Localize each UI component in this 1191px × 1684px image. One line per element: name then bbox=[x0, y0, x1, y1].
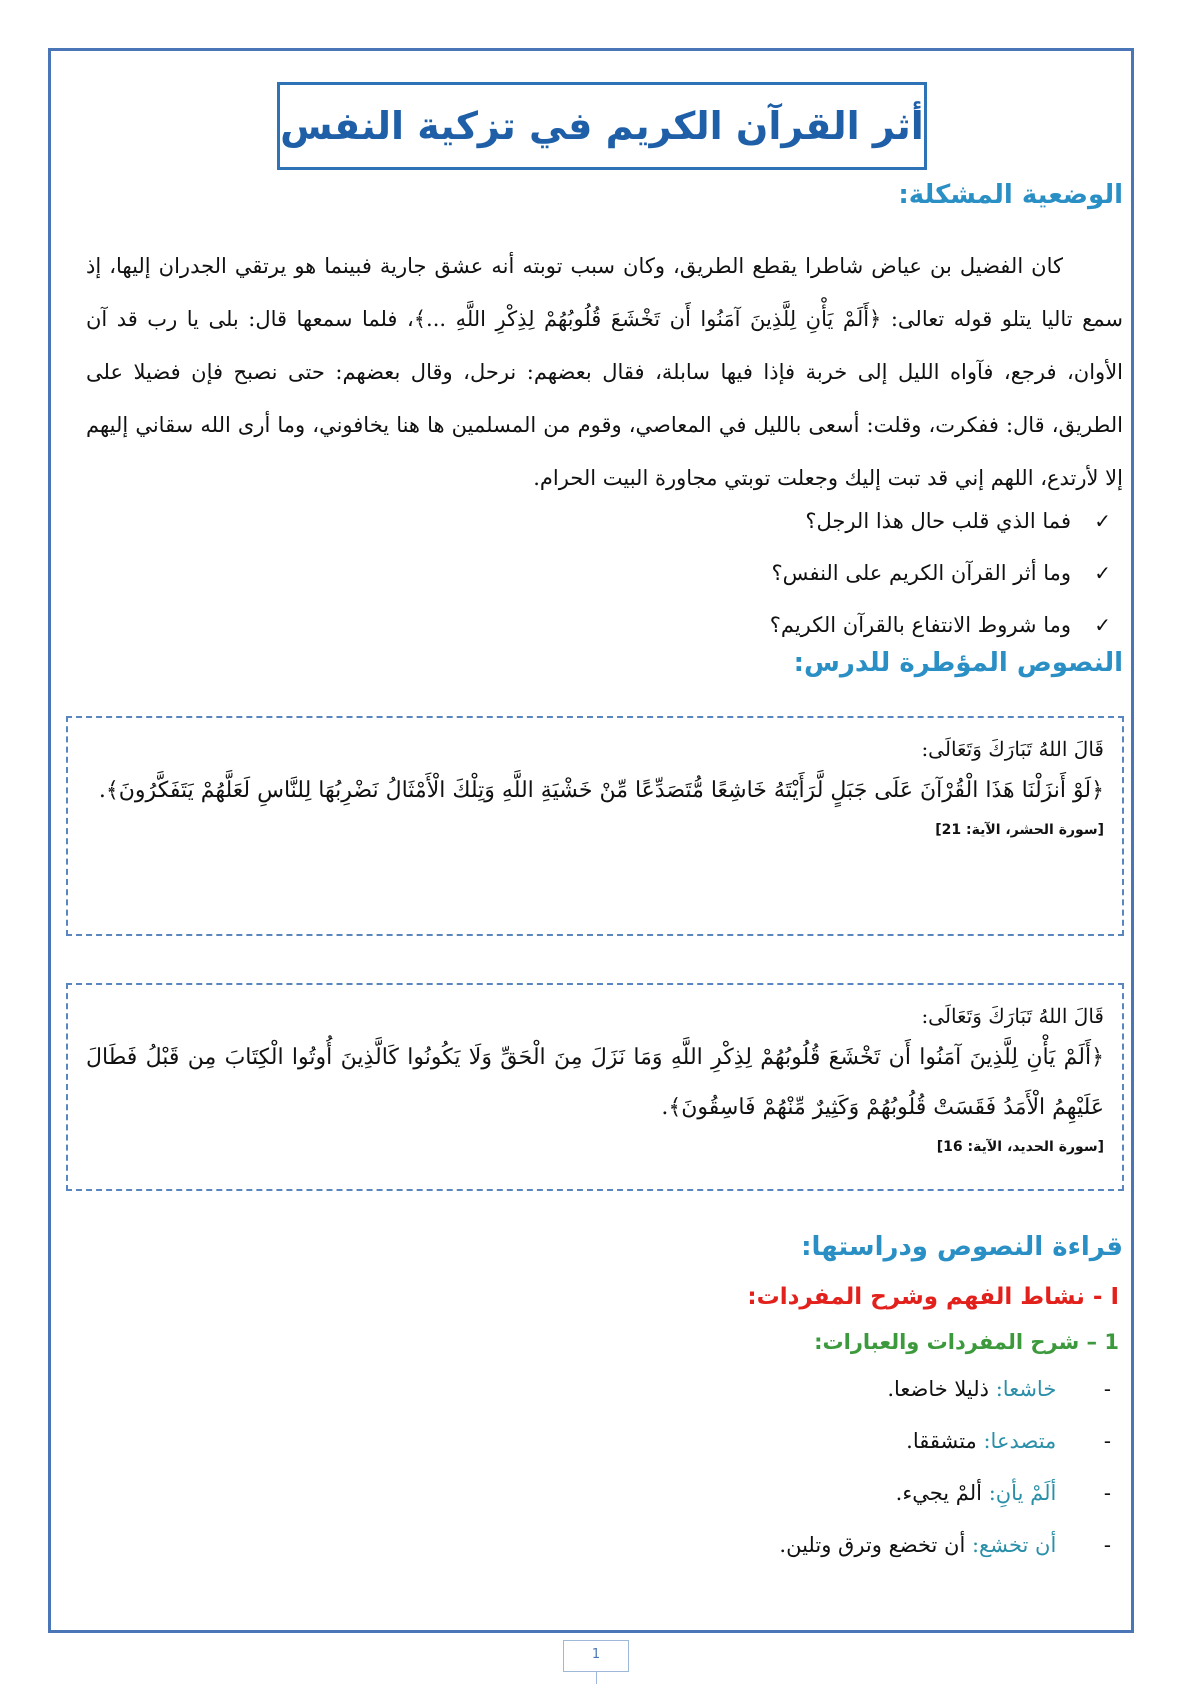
verse-text: ﴿لَوْ أَنزَلْنَا هَذَا الْقُرْآنَ عَلَى جَبَلٍ لَّرَأَيْتَهُ خَاشِعًا مُّتَصَدِّعًا مِّنْ خَشْيَةِ اللَّهِ وَتِلْكَ الْأَمْثَالُ نَضْرِبُهَا لِلنَّاسِ لَعَلَّهُمْ يَتَفَكَّرُونَ﴾. bbox=[98, 778, 1104, 803]
verse-reference: [سورة الحشر، الآية: 21] bbox=[935, 822, 1104, 838]
vocab-term: أن تخشع: bbox=[971, 1533, 1057, 1557]
dash-marker: - bbox=[1103, 1377, 1111, 1401]
checkmark-icon: ✓ bbox=[1094, 613, 1111, 637]
question-list bbox=[770, 495, 1111, 651]
page-number: 1 bbox=[563, 1640, 629, 1672]
list-item bbox=[779, 1519, 1111, 1571]
verse-intro: قَالَ اللهُ تَبَارَكَ وَتَعَالَى: bbox=[921, 1004, 1104, 1028]
vocab-meaning: متشققا. bbox=[906, 1429, 977, 1453]
question-text: وما شروط الانتفاع بالقرآن الكريم؟ bbox=[769, 613, 1071, 637]
list-item bbox=[770, 547, 1111, 599]
vocab-meaning: ذليلا خاضعا. bbox=[887, 1377, 990, 1401]
vocab-term: متصدعا: bbox=[983, 1429, 1057, 1453]
vocab-term: ألَمْ يأنِ: bbox=[988, 1481, 1057, 1505]
question-text: فما الذي قلب حال هذا الرجل؟ bbox=[805, 509, 1071, 533]
vocab-meaning: ألمْ يجيء. bbox=[895, 1481, 982, 1505]
dash-marker: - bbox=[1103, 1429, 1111, 1453]
checkmark-icon: ✓ bbox=[1094, 509, 1111, 533]
list-item bbox=[770, 495, 1111, 547]
situation-text: كان الفضيل بن عياض شاطرا يقطع الطريق، وكان سبب توبته أنه عشق جارية فبينما هو يرتقي الجدران إليها، إذ سمع تاليا يتلو قوله تعالى: ﴿أَلَمْ يَأْنِ لِلَّذِينَ آمَنُوا أَن تَخْشَعَ قُلُوبُهُمْ لِذِكْرِ اللَّهِ ...﴾، فلما سمعها قال: بلى يا رب قد آن الأوان، فرجع، فآواه الليل إلى خربة فإذا فيها سابلة، فقال بعضهم: نرحل، وقال بعضهم: حتى نصبح فإن فضيلا على الطريق، قال: ففكرت، وقلت: أسعى بالليل في المعاصي، وقوم من المسلمين ها هنا يخافوني، وما أرى الله سقاني إليهم إلا لأرتدع، اللهم إني قد تبت إليك وجعلت توبتي مجاورة البيت الحرام. bbox=[86, 254, 1123, 490]
list-item bbox=[779, 1363, 1111, 1415]
question-text: وما أثر القرآن الكريم على النفس؟ bbox=[771, 561, 1071, 585]
texts-heading: النصوص المؤطرة للدرس: bbox=[793, 648, 1123, 678]
vocab-meaning: أن تخضع وترق وتلين. bbox=[779, 1533, 966, 1557]
list-item bbox=[770, 599, 1111, 651]
verse-box-hadid bbox=[66, 983, 1124, 1191]
dash-marker: - bbox=[1103, 1481, 1111, 1505]
verse-box-hashr bbox=[66, 716, 1124, 936]
reading-heading: قراءة النصوص ودراستها: bbox=[801, 1232, 1123, 1262]
situation-paragraph bbox=[86, 240, 1123, 505]
page-number-divider bbox=[596, 1672, 597, 1684]
dash-marker: - bbox=[1103, 1533, 1111, 1557]
title-box bbox=[277, 82, 927, 170]
verse-reference: [سورة الحديد، الآية: 16] bbox=[936, 1139, 1104, 1155]
vocab-title: 1 – شرح المفردات والعبارات: bbox=[814, 1330, 1119, 1354]
verse-intro: قَالَ اللهُ تَبَارَكَ وَتَعَالَى: bbox=[921, 737, 1104, 761]
list-item bbox=[779, 1467, 1111, 1519]
situation-heading: الوضعية المشكلة: bbox=[898, 180, 1123, 210]
activity-title: I - نشاط الفهم وشرح المفردات: bbox=[747, 1284, 1119, 1310]
list-item bbox=[779, 1415, 1111, 1467]
verse-text: ﴿أَلَمْ يَأْنِ لِلَّذِينَ آمَنُوا أَن تَخْشَعَ قُلُوبُهُمْ لِذِكْرِ اللَّهِ وَمَا نَزَلَ مِنَ الْحَقِّ وَلَا يَكُونُوا كَالَّذِينَ أُوتُوا الْكِتَابَ مِن قَبْلُ فَطَالَ عَلَيْهِمُ الْأَمَدُ فَقَسَتْ قُلُوبُهُمْ وَكَثِيرٌ مِّنْهُمْ فَاسِقُونَ﴾. bbox=[86, 1045, 1104, 1120]
vocab-term: خاشعا: bbox=[995, 1377, 1057, 1401]
vocab-list bbox=[779, 1363, 1111, 1571]
checkmark-icon: ✓ bbox=[1094, 561, 1111, 585]
page-title: أثر القرآن الكريم في تزكية النفس bbox=[280, 104, 924, 148]
